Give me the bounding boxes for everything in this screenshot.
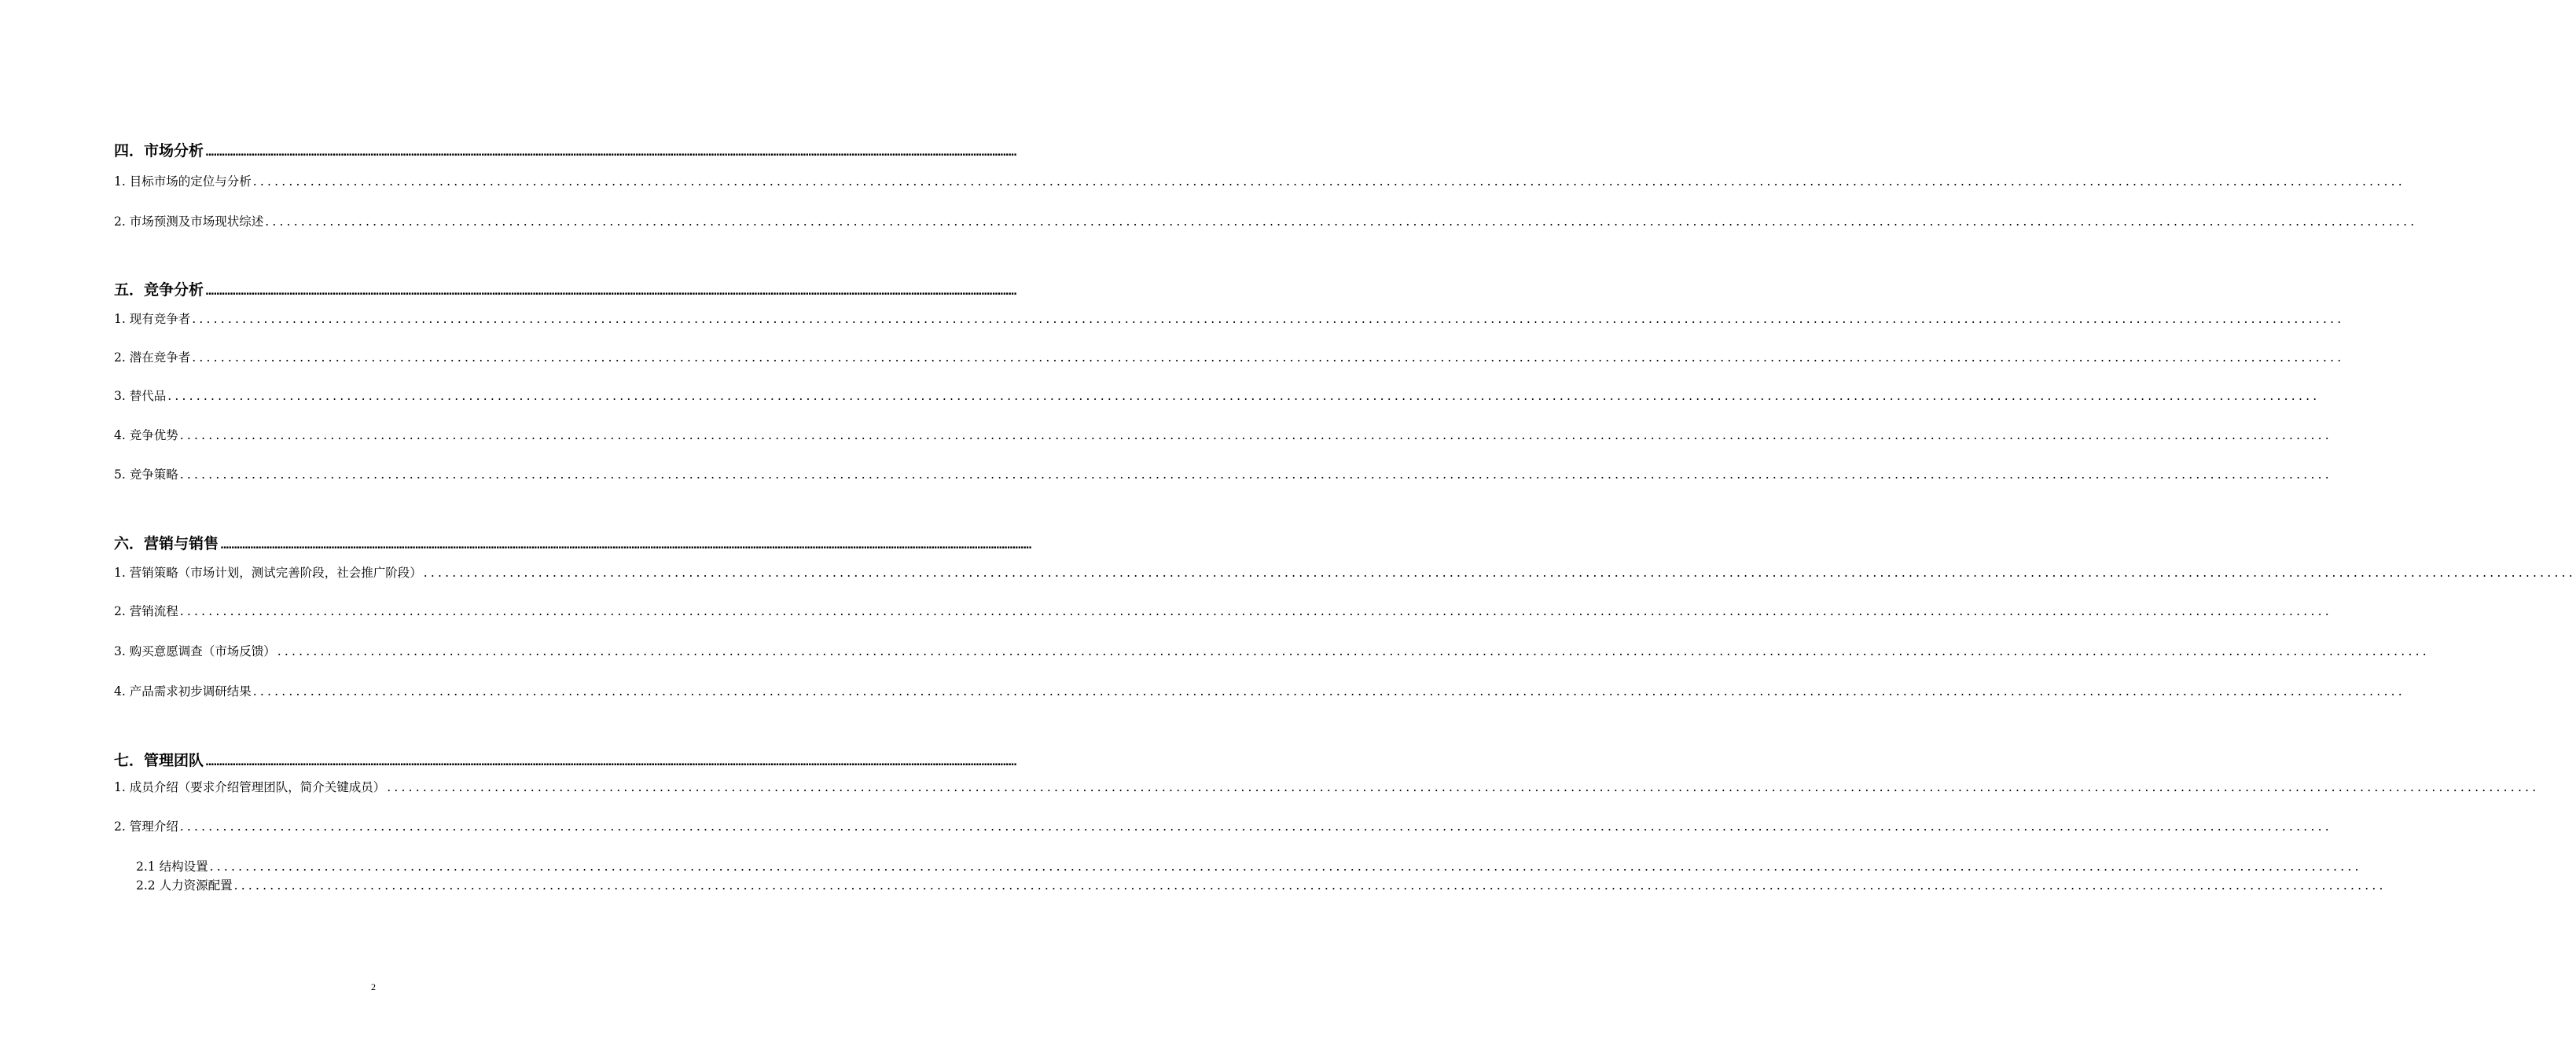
page-number: 2 <box>371 981 376 992</box>
dot-leader: ............................................................................................................................................................................................................................................................................................................ <box>252 174 2405 189</box>
toc-item-text: 1. 目标市场的定位与分析 <box>114 174 252 189</box>
dot-leader: ............................................................................................................................................................................................................................................................................................................ <box>205 757 1016 768</box>
toc-item-text: 2. 管理介绍 <box>114 820 178 834</box>
toc-item[interactable] <box>114 682 2405 699</box>
toc-item[interactable] <box>114 387 2321 404</box>
toc-heading[interactable] <box>114 749 1016 769</box>
toc-heading-text: 七．管理团队 <box>114 752 204 769</box>
toc-item[interactable] <box>114 465 2332 482</box>
dot-leader: ............................................................................................................................................................................................................................................................................................................ <box>387 780 2540 794</box>
dot-leader: ............................................................................................................................................................................................................................................................................................................ <box>179 468 2332 482</box>
toc-subitem[interactable] <box>136 857 2362 874</box>
dot-leader: ............................................................................................................................................................................................................................................................................................................ <box>192 312 2345 326</box>
toc-item-text: 5. 竞争策略 <box>114 468 178 482</box>
dot-leader: ............................................................................................................................................................................................................................................................................................................ <box>179 428 2332 442</box>
toc-item[interactable] <box>114 212 2418 229</box>
toc-item-text: 4. 竞争优势 <box>114 428 178 442</box>
dot-leader: ............................................................................................................................................................................................................................................................................................................ <box>423 566 2576 580</box>
toc-item-text: 1. 现有竞争者 <box>114 312 191 326</box>
toc-heading-text: 四．市场分析 <box>114 142 204 160</box>
toc-item[interactable] <box>114 642 2430 659</box>
dot-leader: ............................................................................................................................................................................................................................................................................................................ <box>179 604 2332 618</box>
dot-leader: ............................................................................................................................................................................................................................................................................................................ <box>277 644 2430 658</box>
toc-item[interactable] <box>114 172 2405 189</box>
dot-leader: ............................................................................................................................................................................................................................................................................................................ <box>179 820 2332 834</box>
toc-item[interactable] <box>114 348 2345 365</box>
dot-leader: ............................................................................................................................................................................................................................................................................................................ <box>205 286 1016 298</box>
dot-leader: ............................................................................................................................................................................................................................................................................................................ <box>220 540 1031 552</box>
toc-heading[interactable] <box>114 532 1031 552</box>
dot-leader: ............................................................................................................................................................................................................................................................................................................ <box>192 350 2345 365</box>
toc-item-text: 3. 购买意愿调查（市场反馈） <box>114 644 276 658</box>
toc-item[interactable] <box>114 602 2332 619</box>
toc-subitem[interactable] <box>136 876 2387 893</box>
dot-leader: ............................................................................................................................................................................................................................................................................................................ <box>205 147 1016 159</box>
toc-item[interactable] <box>114 563 2576 581</box>
toc-item-text: 2. 市场预测及市场现状综述 <box>114 214 264 229</box>
toc-item-text: 2. 潜在竞争者 <box>114 350 191 365</box>
toc-heading[interactable] <box>114 139 1016 160</box>
dot-leader: ............................................................................................................................................................................................................................................................................................................ <box>209 860 2362 874</box>
dot-leader: ............................................................................................................................................................................................................................................................................................................ <box>265 214 2418 229</box>
toc-item-text: 1. 成员介绍（要求介绍管理团队，简介关键成员） <box>114 780 386 794</box>
dot-leader: ............................................................................................................................................................................................................................................................................................................ <box>167 389 2321 403</box>
toc-subitem-text: 2.2 人力资源配置 <box>136 878 233 893</box>
toc-heading-text: 六．营销与销售 <box>114 535 219 552</box>
toc-item[interactable] <box>114 817 2332 834</box>
toc-item[interactable] <box>114 778 2540 795</box>
toc-heading-text: 五．竞争分析 <box>114 281 204 299</box>
toc-subitem-text: 2.1 结构设置 <box>136 860 208 874</box>
toc-item-text: 3. 替代品 <box>114 389 167 403</box>
toc-item-text: 4. 产品需求初步调研结果 <box>114 684 252 698</box>
dot-leader: ............................................................................................................................................................................................................................................................................................................ <box>252 684 2405 698</box>
toc-item[interactable] <box>114 426 2332 443</box>
toc-item-text: 2. 营销流程 <box>114 604 178 618</box>
toc-item[interactable] <box>114 310 2345 327</box>
toc-heading[interactable] <box>114 278 1016 299</box>
toc-item-text: 1. 营销策略（市场计划，测试完善阶段，社会推广阶段） <box>114 566 422 580</box>
dot-leader: ............................................................................................................................................................................................................................................................................................................ <box>233 878 2387 893</box>
